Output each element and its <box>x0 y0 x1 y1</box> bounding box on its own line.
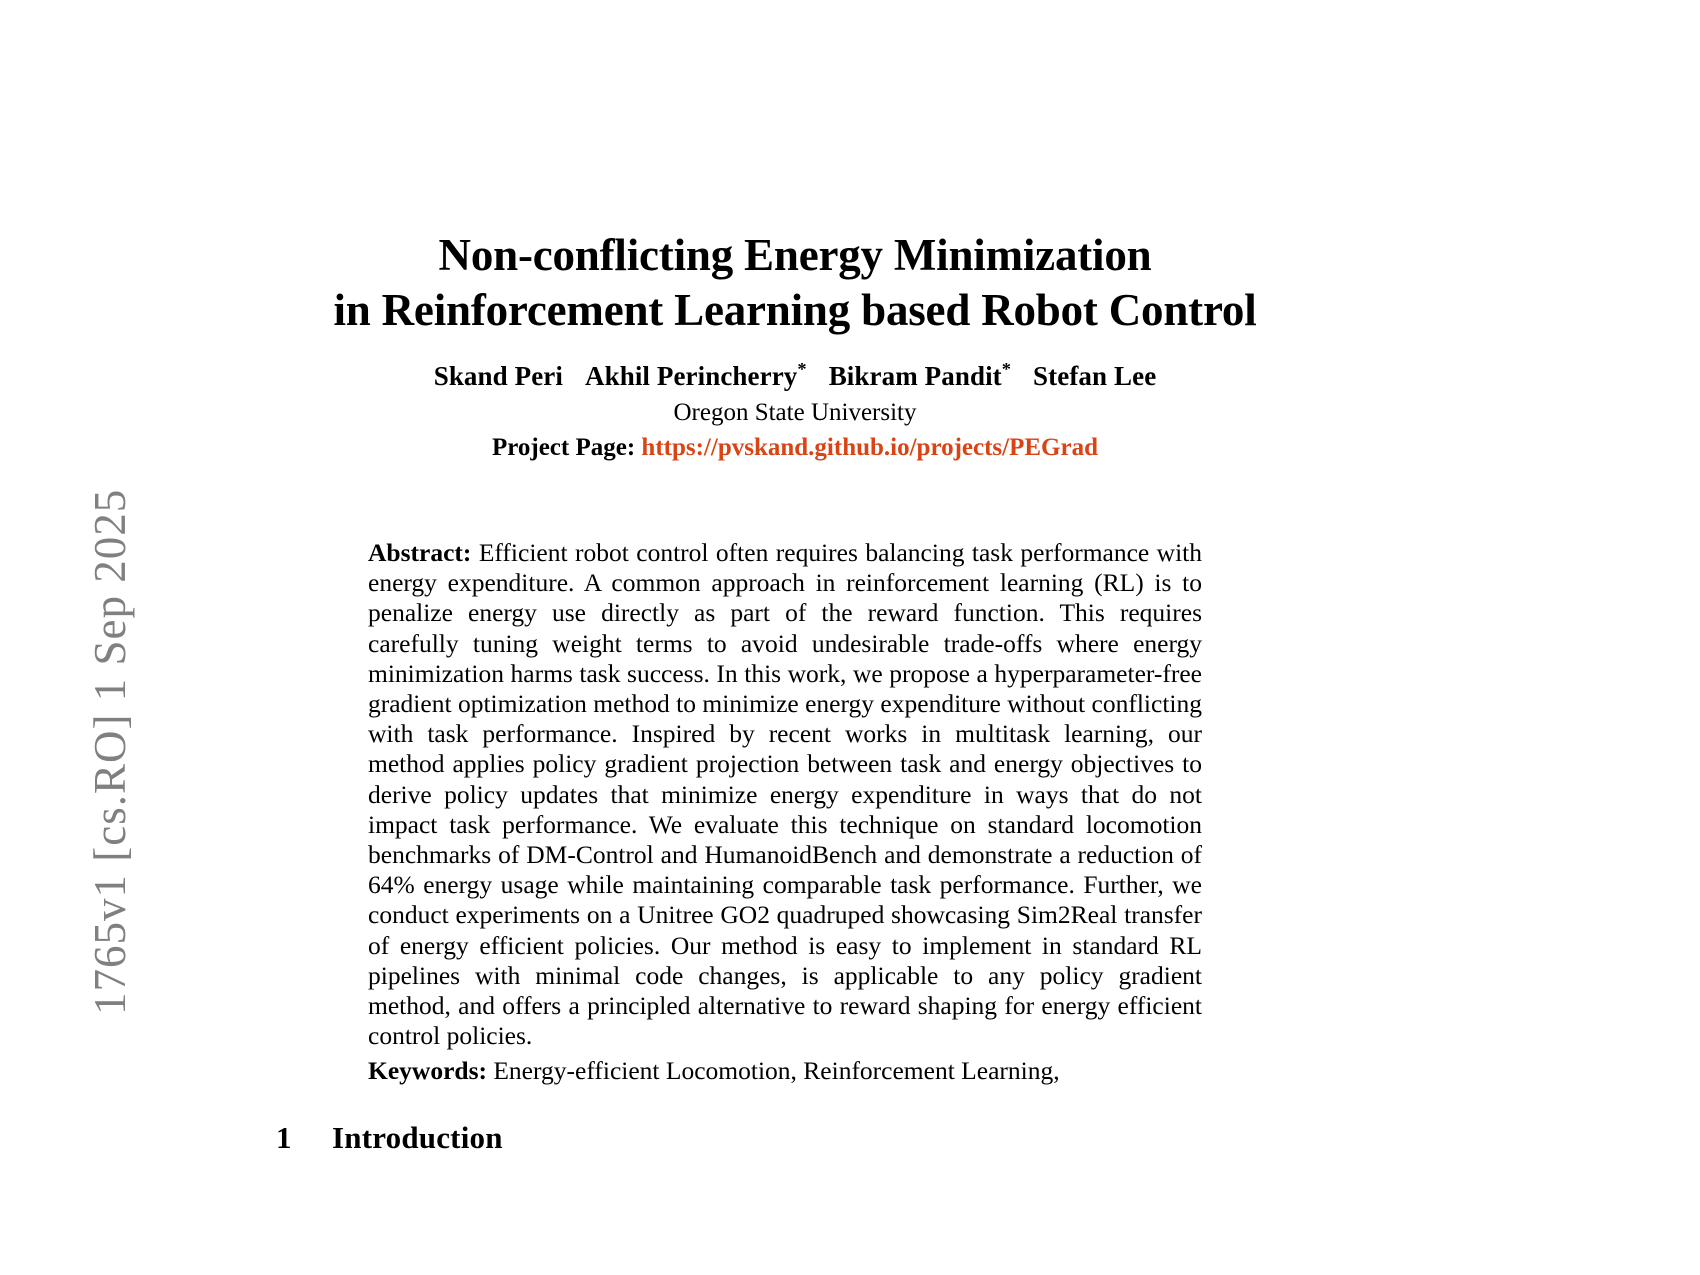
author-list <box>230 358 1360 394</box>
abstract-text: Efficient robot control often requires balancing task performance with energy expenditure. A common approach in reinforcement learning (RL) is to penalize energy use directly as part of the reward function. This requires carefully tuning weight terms to avoid undesirable trade-offs where energy minimization harms task success. In this work, we propose a hyperparameter-free gradient optimization method to minimize energy expenditure without conflicting with task performance. Inspired by recent works in multitask learning, our method applies policy gradient projection between task and energy objectives to derive policy updates that minimize energy expenditure in ways that do not impact task performance. We evaluate this technique on standard locomotion benchmarks of DM-Control and HumanoidBench and demonstrate a reduction of 64% energy usage while maintaining comparable task performance. Further, we conduct experiments on a Unitree GO2 quadruped showcasing Sim2Real transfer of energy efficient policies. Our method is easy to implement in standard RL pipelines with minimal code changes, is applicable to any policy gradient method, and offers a principled alternative to reward shaping for energy efficient control policies. <box>368 538 1202 1051</box>
page-title <box>230 228 1360 338</box>
author-affil-marker: * <box>797 359 807 379</box>
author-name: Skand Peri <box>433 361 563 391</box>
arxiv-stamp-text: 1765v1 [cs.RO] 1 Sep 2025 <box>85 488 135 1015</box>
keywords-block <box>368 1056 1202 1086</box>
project-page-line <box>230 431 1360 465</box>
project-page-label: Project Page: <box>491 434 636 462</box>
author-name: Bikram Pandit <box>828 361 1002 391</box>
project-page-link[interactable]: https://pvskand.github.io/projects/PEGrad <box>641 434 1099 462</box>
authors-block <box>230 358 1360 465</box>
abstract-paragraph <box>368 538 1202 1051</box>
paper-title-line-2: in Reinforcement Learning based Robot Control <box>333 285 1257 336</box>
author-entry <box>1033 361 1156 391</box>
title-block <box>230 198 1360 368</box>
author-name: Akhil Perincherry <box>584 361 798 391</box>
section-heading-introduction <box>276 1120 503 1156</box>
section-number: 1 <box>276 1120 292 1155</box>
author-name: Stefan Lee <box>1033 361 1157 391</box>
abstract-block <box>368 538 1202 1051</box>
section-title: Introduction <box>332 1120 503 1155</box>
keywords-text: Energy-efficient Locomotion, Reinforcement Learning, <box>493 1056 1060 1085</box>
author-entry <box>585 361 807 391</box>
author-entry <box>434 361 563 391</box>
paper-title-line-1: Non-conflicting Energy Minimization <box>438 230 1152 281</box>
author-entry <box>829 361 1011 391</box>
affiliation: Oregon State University <box>673 398 917 426</box>
author-affil-marker: * <box>1001 359 1012 379</box>
abstract-label: Abstract: <box>368 538 472 567</box>
keywords-label: Keywords: <box>368 1056 487 1085</box>
